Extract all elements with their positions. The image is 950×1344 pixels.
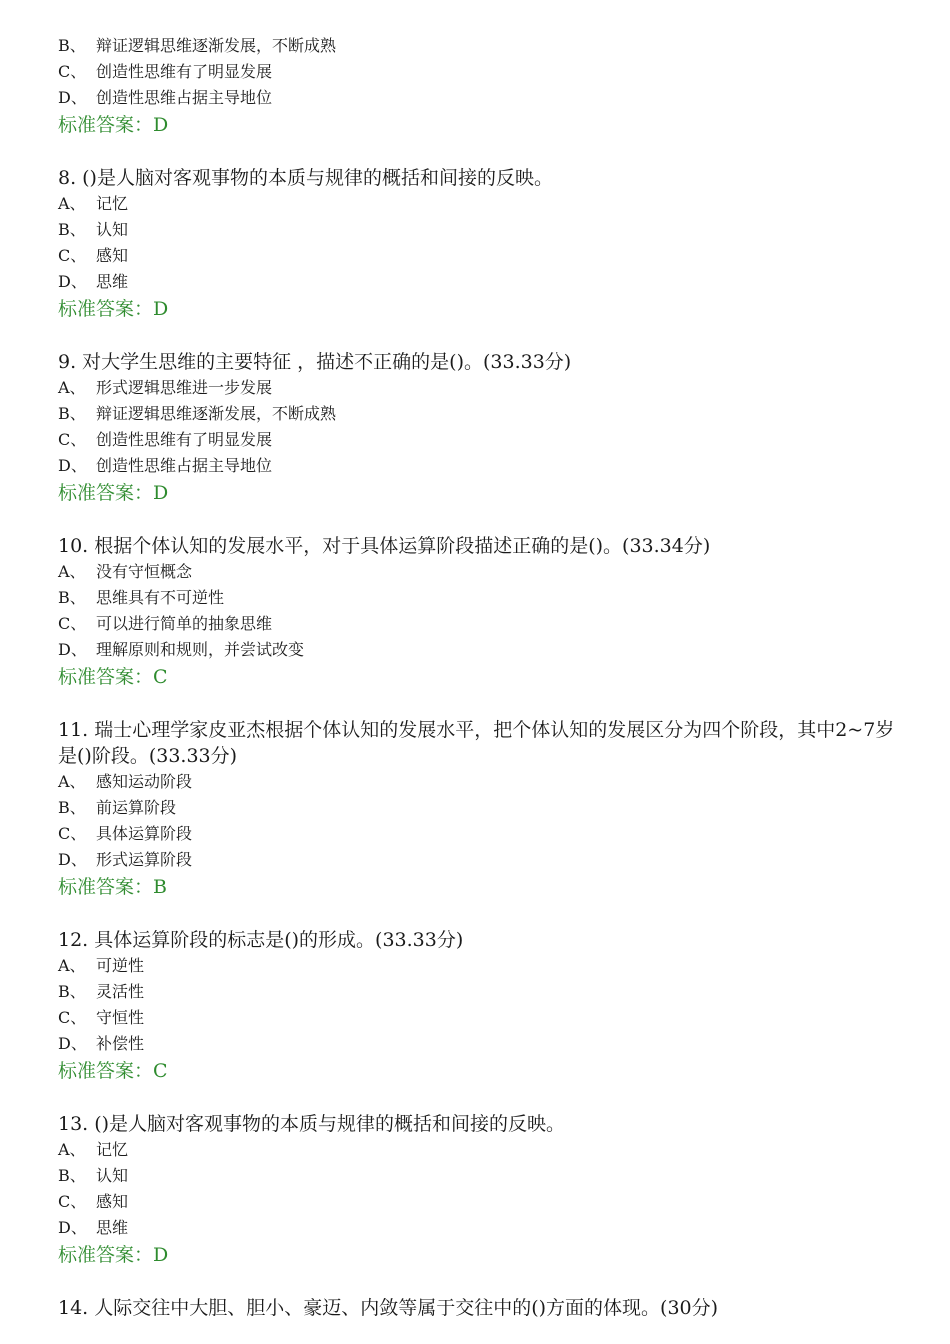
- option-letter: C、: [58, 430, 87, 449]
- option-letter: B、: [58, 1166, 86, 1185]
- option-text: 创造性思维有了明显发展: [96, 62, 273, 81]
- option-letter: D、: [58, 88, 87, 107]
- question-block-8: [58, 165, 898, 323]
- option-letter: A、: [58, 194, 86, 213]
- option-text: 创造性思维占据主导地位: [96, 456, 273, 475]
- question-block-9: [58, 349, 898, 507]
- option-c: [58, 243, 898, 269]
- answer-value: C: [153, 1060, 168, 1082]
- option-d: [58, 637, 898, 663]
- option-b: [58, 217, 898, 243]
- option-b: [58, 401, 898, 427]
- question-block-top: [58, 33, 898, 139]
- option-d: [58, 453, 898, 479]
- option-letter: B、: [58, 36, 86, 55]
- question-number: 13.: [58, 1113, 89, 1135]
- question-block-12: [58, 927, 898, 1085]
- question-stem: [58, 1111, 898, 1137]
- option-d: [58, 85, 898, 111]
- question-text: 对大学生思维的主要特征 ，描述不正确的是()。(33.33分): [82, 351, 572, 373]
- option-text: 思维: [96, 1218, 129, 1237]
- question-number: 10.: [58, 535, 89, 557]
- option-a: [58, 375, 898, 401]
- option-letter: C、: [58, 246, 87, 265]
- option-b: [58, 795, 898, 821]
- option-text: 记忆: [96, 1140, 129, 1159]
- question-number: 11.: [58, 719, 89, 741]
- option-text: 守恒性: [96, 1008, 145, 1027]
- question-stem: [58, 927, 898, 953]
- option-letter: D、: [58, 850, 87, 869]
- option-d: [58, 1031, 898, 1057]
- option-letter: C、: [58, 1192, 87, 1211]
- answer-value: B: [153, 876, 167, 898]
- option-text: 补偿性: [96, 1034, 145, 1053]
- question-stem: [58, 349, 898, 375]
- option-letter: A、: [58, 772, 86, 791]
- option-letter: B、: [58, 220, 86, 239]
- option-a: [58, 769, 898, 795]
- standard-answer: [58, 873, 898, 901]
- option-d: [58, 269, 898, 295]
- answer-label: 标准答案：: [58, 666, 154, 688]
- option-text: 创造性思维占据主导地位: [96, 88, 273, 107]
- answer-label: 标准答案：: [58, 114, 154, 136]
- option-text: 辩证逻辑思维逐渐发展，不断成熟: [96, 404, 337, 423]
- option-text: 可逆性: [96, 956, 145, 975]
- question-number: 9.: [58, 351, 77, 373]
- standard-answer: [58, 111, 898, 139]
- answer-label: 标准答案：: [58, 298, 154, 320]
- question-text: ()是人脑对客观事物的本质与规律的概括和间接的反映。: [82, 167, 553, 189]
- option-text: 感知: [96, 246, 129, 265]
- option-letter: C、: [58, 62, 87, 81]
- option-letter: D、: [58, 640, 87, 659]
- option-c: [58, 1189, 898, 1215]
- standard-answer: [58, 663, 898, 691]
- option-letter: C、: [58, 1008, 87, 1027]
- option-a: [58, 559, 898, 585]
- question-text: ()是人脑对客观事物的本质与规律的概括和间接的反映。: [94, 1113, 566, 1135]
- answer-value: D: [153, 1244, 169, 1266]
- option-letter: D、: [58, 1218, 87, 1237]
- option-letter: C、: [58, 614, 87, 633]
- option-text: 记忆: [96, 194, 129, 213]
- option-letter: A、: [58, 562, 86, 581]
- answer-value: D: [153, 114, 169, 136]
- option-letter: D、: [58, 1034, 87, 1053]
- question-block-13: [58, 1111, 898, 1269]
- option-a: [58, 953, 898, 979]
- answer-value: D: [153, 298, 169, 320]
- option-b: [58, 33, 898, 59]
- option-text: 灵活性: [96, 982, 145, 1001]
- option-letter: A、: [58, 1140, 86, 1159]
- question-stem: [58, 533, 898, 559]
- option-text: 思维: [96, 272, 129, 291]
- option-text: 前运算阶段: [96, 798, 177, 817]
- option-a: [58, 1137, 898, 1163]
- standard-answer: [58, 295, 898, 323]
- answer-label: 标准答案：: [58, 876, 154, 898]
- option-text: 感知: [96, 1192, 129, 1211]
- option-text: 可以进行简单的抽象思维: [96, 614, 273, 633]
- option-text: 思维具有不可逆性: [96, 588, 225, 607]
- question-text: 人际交往中大胆、胆小、豪迈、内敛等属于交往中的()方面的体现。(30分): [94, 1297, 719, 1319]
- option-d: [58, 1215, 898, 1241]
- option-text: 辩证逻辑思维逐渐发展，不断成熟: [96, 36, 337, 55]
- option-d: [58, 847, 898, 873]
- question-number: 12.: [58, 929, 89, 951]
- option-a: [58, 191, 898, 217]
- option-c: [58, 427, 898, 453]
- answer-label: 标准答案：: [58, 482, 154, 504]
- option-letter: B、: [58, 404, 86, 423]
- option-c: [58, 59, 898, 85]
- question-stem: [58, 717, 898, 769]
- option-letter: D、: [58, 272, 87, 291]
- option-b: [58, 979, 898, 1005]
- answer-label: 标准答案：: [58, 1244, 154, 1266]
- question-number: 14.: [58, 1297, 89, 1319]
- question-text: 根据个体认知的发展水平，对于具体运算阶段描述正确的是()。(33.34分): [94, 535, 711, 557]
- standard-answer: [58, 1241, 898, 1269]
- answer-value: D: [153, 482, 169, 504]
- option-c: [58, 611, 898, 637]
- option-letter: D、: [58, 456, 87, 475]
- option-b: [58, 1163, 898, 1189]
- option-text: 认知: [96, 220, 129, 239]
- question-text: 具体运算阶段的标志是()的形成。(33.33分): [94, 929, 464, 951]
- question-text: 瑞士心理学家皮亚杰根据个体认知的发展水平，把个体认知的发展区分为四个阶段，其中2~7岁是()阶段。(33.33分): [58, 719, 895, 767]
- option-text: 感知运动阶段: [96, 772, 193, 791]
- option-text: 没有守恒概念: [96, 562, 193, 581]
- option-text: 形式运算阶段: [96, 850, 193, 869]
- option-letter: B、: [58, 798, 86, 817]
- question-block-14: [58, 1295, 898, 1321]
- standard-answer: [58, 479, 898, 507]
- option-letter: A、: [58, 956, 86, 975]
- question-stem: [58, 1295, 898, 1321]
- option-text: 认知: [96, 1166, 129, 1185]
- option-text: 创造性思维有了明显发展: [96, 430, 273, 449]
- option-b: [58, 585, 898, 611]
- option-c: [58, 1005, 898, 1031]
- answer-value: C: [153, 666, 168, 688]
- option-text: 理解原则和规则，并尝试改变: [96, 640, 305, 659]
- question-block-11: [58, 717, 898, 901]
- quiz-document: [58, 33, 898, 1321]
- option-c: [58, 821, 898, 847]
- answer-label: 标准答案：: [58, 1060, 154, 1082]
- question-block-10: [58, 533, 898, 691]
- option-text: 形式逻辑思维进一步发展: [96, 378, 273, 397]
- option-letter: C、: [58, 824, 87, 843]
- option-letter: B、: [58, 588, 86, 607]
- option-letter: A、: [58, 378, 86, 397]
- option-text: 具体运算阶段: [96, 824, 193, 843]
- question-stem: [58, 165, 898, 191]
- standard-answer: [58, 1057, 898, 1085]
- option-letter: B、: [58, 982, 86, 1001]
- question-number: 8.: [58, 167, 77, 189]
